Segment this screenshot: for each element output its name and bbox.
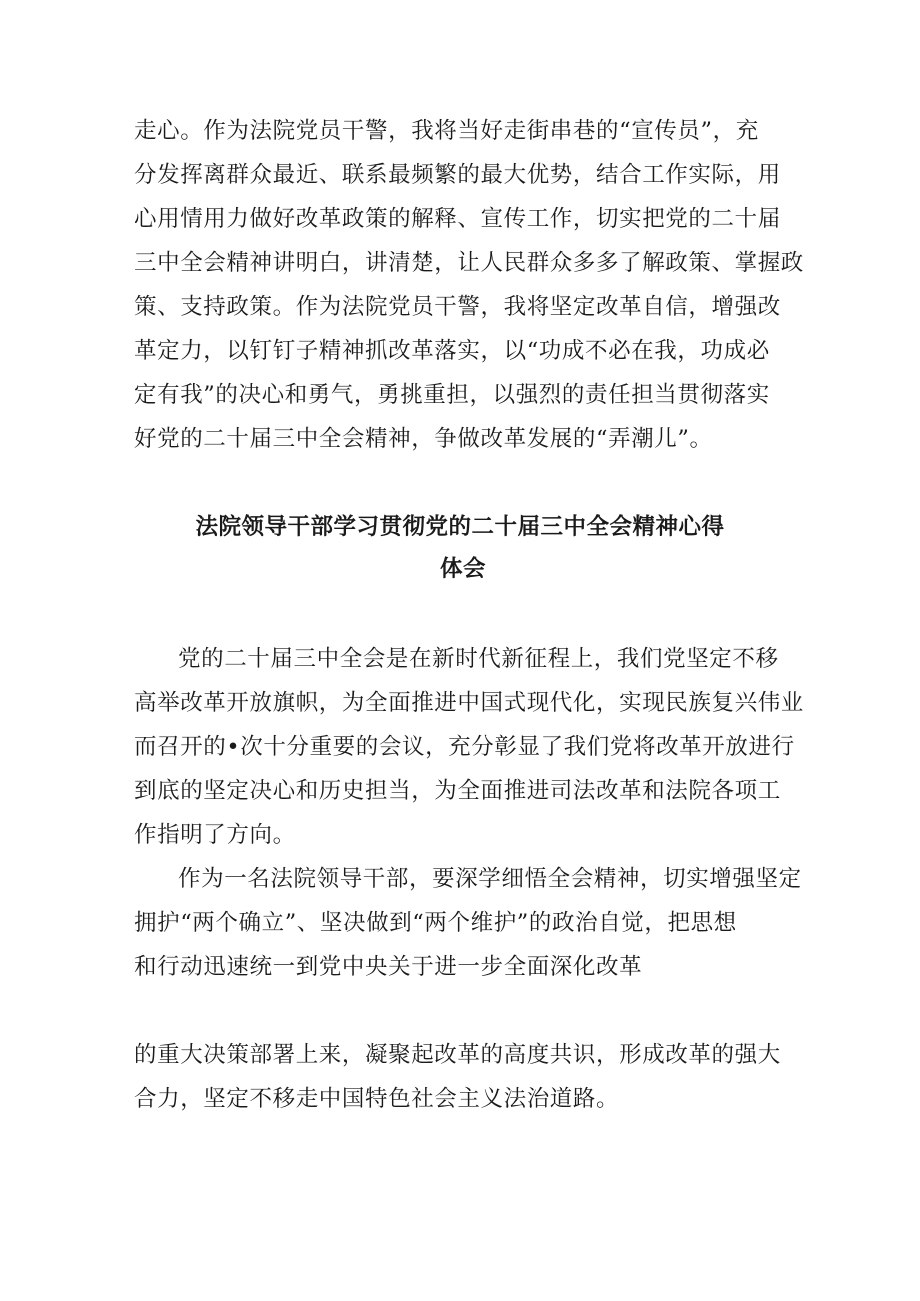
paragraph-4-line-1: 的重大决策部署上来，凝聚起改革的高度共识，形成改革的强大 — [134, 1042, 781, 1068]
paragraph-1-line-6: 革定力，以钉钉子精神抓改革落实，以“功成不必在我，功成必 — [134, 338, 770, 364]
paragraph-3-line-3: 和行动迅速统一到党中央关于进一步全面深化改革 — [134, 954, 643, 980]
paragraph-2-line-1: 党的二十届三中全会是在新时代新征程上，我们党坚定不移 — [178, 646, 779, 672]
paragraph-1-line-3: 心用情用力做好改革政策的解释、宣传工作，切实把党的二十届 — [134, 206, 781, 232]
paragraph-1-line-5: 策、支持政策。作为法院党员干警，我将坚定改革自信，增强改 — [134, 294, 781, 320]
paragraph-1-line-1: 走心。作为法院党员干警，我将当好走街串巷的“宣传员”，充 — [134, 118, 759, 144]
paragraph-3-line-1: 作为一名法院领导干部，要深学细悟全会精神，切实增强坚定 — [178, 866, 802, 892]
paragraph-2-line-2: 高举改革开放旗帜，为全面推进中国式现代化，实现民族复兴伟业 — [134, 690, 804, 716]
paragraph-2-line-5: 作指明了方向。 — [134, 822, 296, 848]
paragraph-1-line-4: 三中全会精神讲明白，讲清楚，让人民群众多多了解政策、掌握政 — [134, 250, 804, 276]
section-title-line-1: 法院领导干部学习贯彻党的二十届三中全会精神心得 — [195, 514, 725, 540]
paragraph-4-line-2: 合力，坚定不移走中国特色社会主义法治道路。 — [134, 1086, 620, 1112]
section-title-line-2: 体会 — [440, 556, 487, 582]
paragraph-2-line-3: 而召开的•次十分重要的会议，充分彰显了我们党将改革开放进行 — [134, 734, 795, 760]
paragraph-3-line-2: 拥护“两个确立”、坚决做到“两个维护”的政治自觉，把思想 — [134, 910, 737, 936]
paragraph-1-line-7: 定有我”的决心和勇气，勇挑重担，以强烈的责任担当贯彻落实 — [134, 382, 770, 408]
paragraph-1-line-2: 分发挥离群众最近、联系最频繁的最大优势，结合工作实际，用 — [134, 162, 781, 188]
paragraph-2-line-4: 到底的坚定决心和历史担当，为全面推进司法改革和法院各项工 — [134, 778, 781, 804]
paragraph-1-line-8: 好党的二十届三中全会精神，争做改革发展的“弄潮儿”。 — [134, 426, 713, 452]
